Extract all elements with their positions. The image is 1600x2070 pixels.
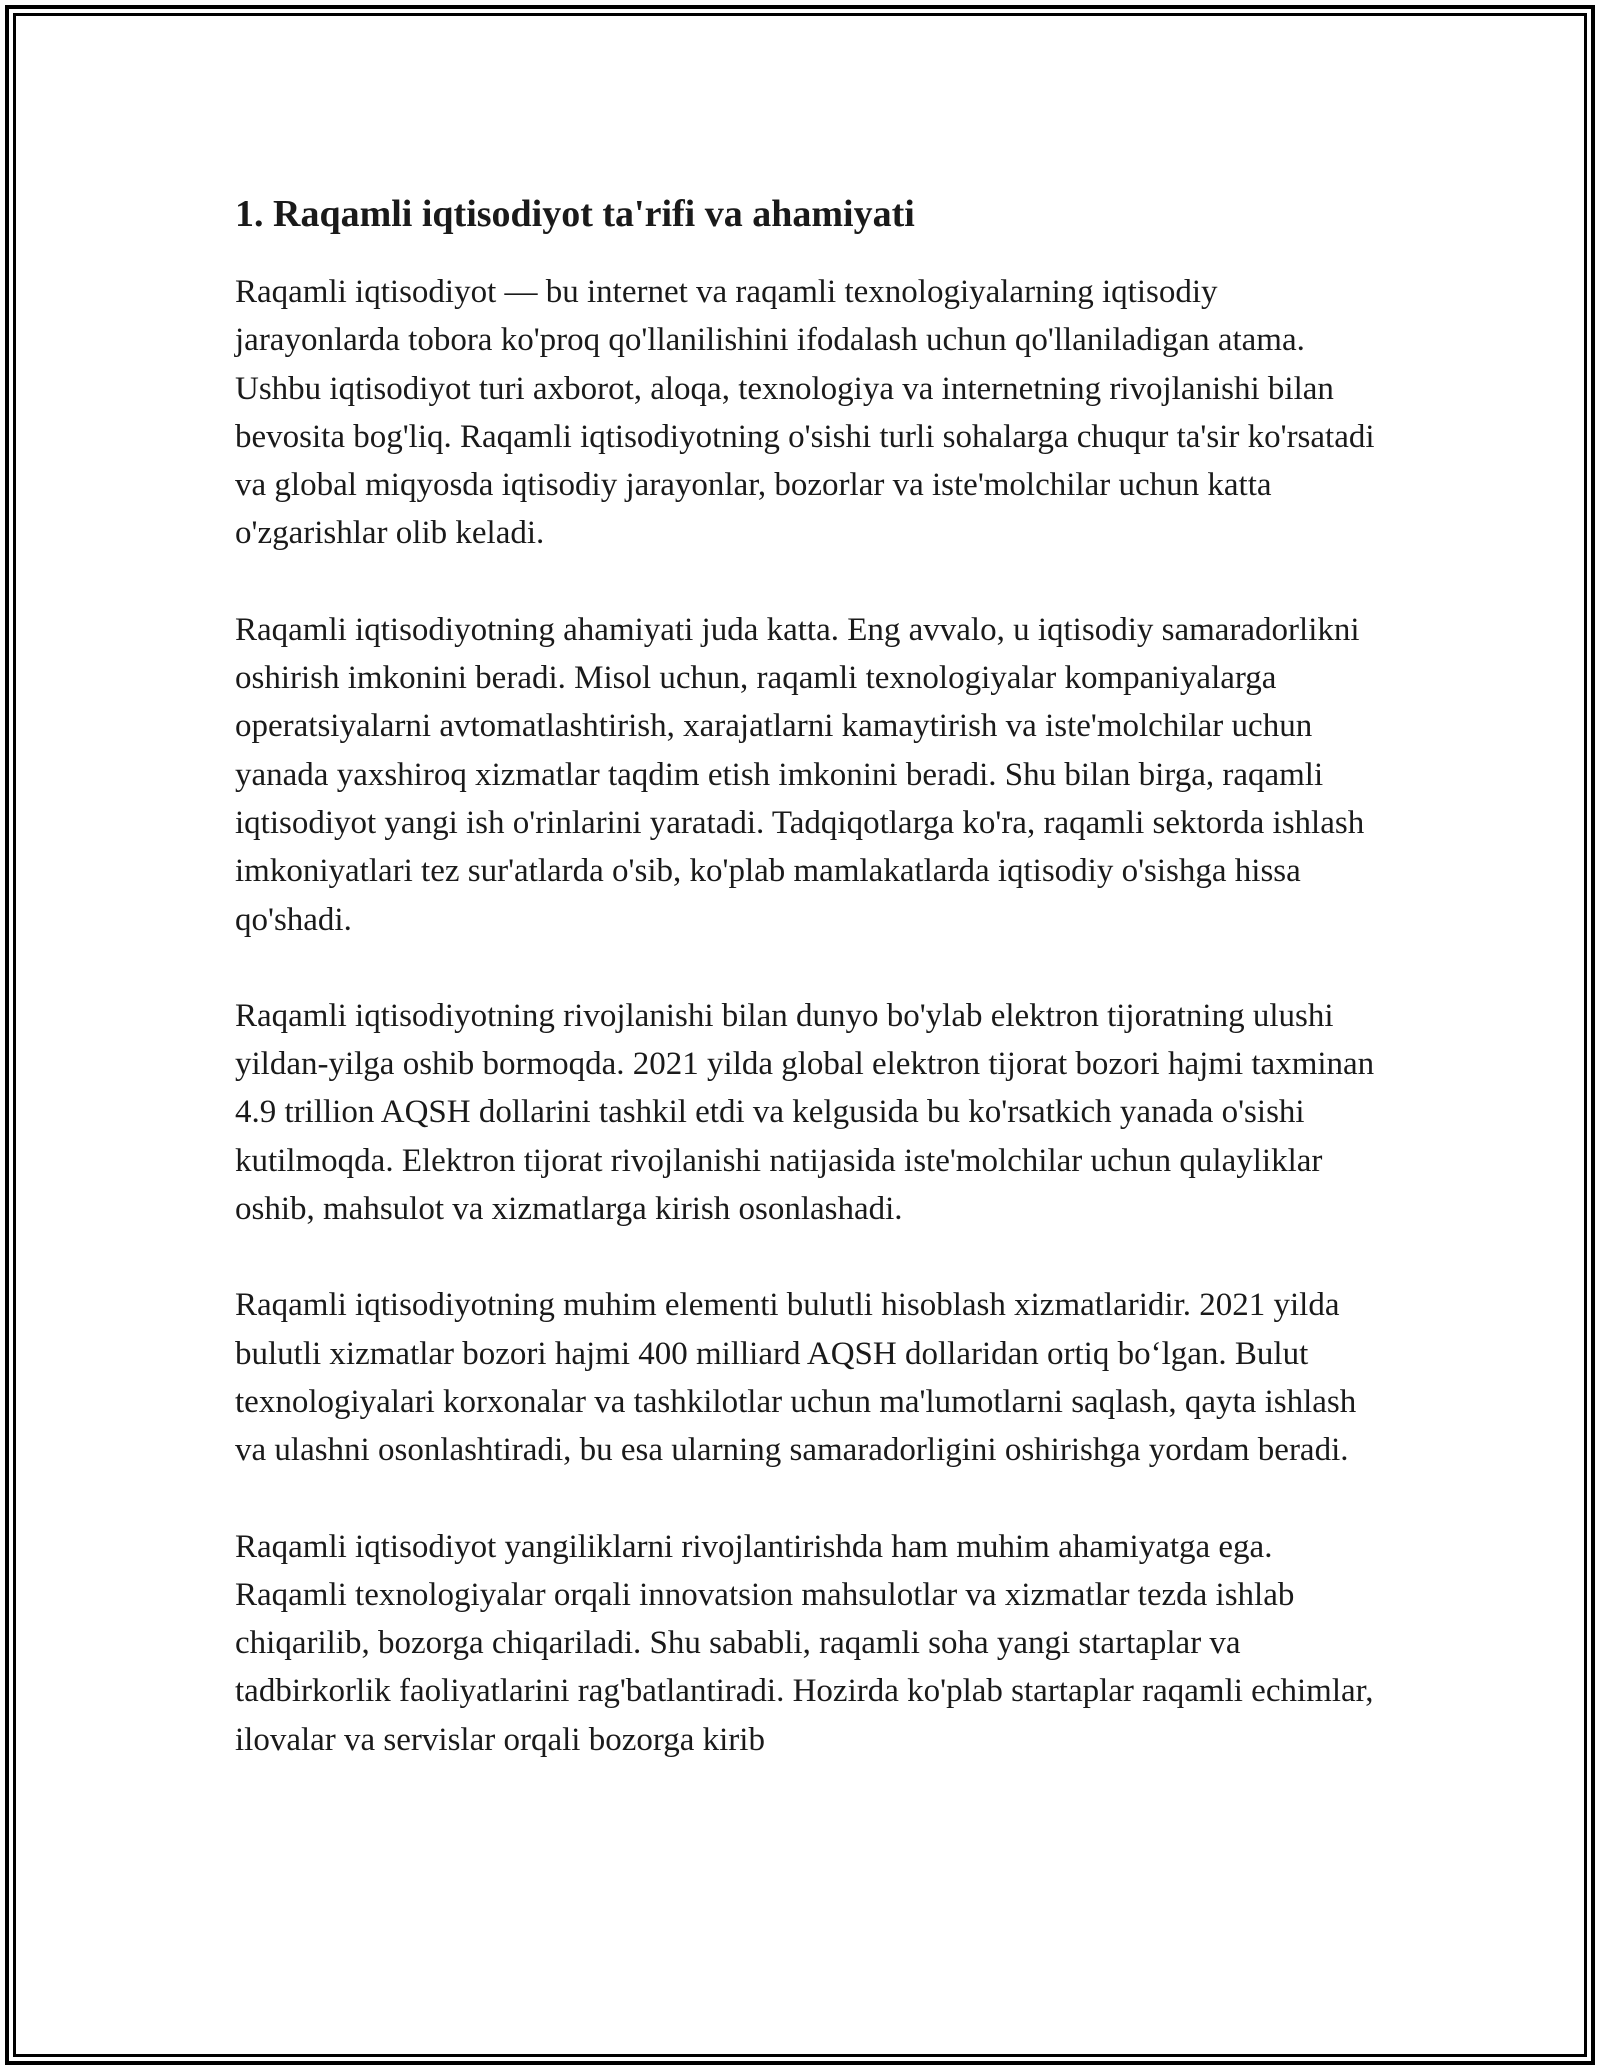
paragraph: Raqamli iqtisodiyotning ahamiyati juda katta. Eng avvalo, u iqtisodiy samaradorlikni oshirish imkonini beradi. Misol uchun, raqamli texnologiyalar kompaniyalarga operatsiyalarni avtomatlashtirish, xarajatlarni kamaytirish va iste'molchilar uchun yanada yaxshiroq xizmatlar taqdim etish imkonini beradi. Shu bilan birga, raqamli iqtisodiyot yangi ish o'rinlarini yaratadi. Tadqiqotlarga ko'ra, raqamli sektorda ishlash imkoniyatlari tez sur'atlarda o'sib, ko'plab mamlakatlarda iqtisodiy o'sishga hissa qo'shadi. <box>235 611 1365 938</box>
paragraph: Raqamli iqtisodiyot — bu internet va raqamli texnologiyalarning iqtisodiy jarayonlarda tobora ko'proq qo'llanilishini ifodalash uchun qo'llaniladigan atama. Ushbu iqtisodiyot turi axborot, aloqa, texnologiya va internetning rivojlanishi bilan bevosita bog'liq. Raqamli iqtisodiyotning o'sishi turli sohalarga chuqur ta'sir ko'rsatadi va global miqyosda iqtisodiy jarayonlar, bozorlar va iste'molchilar uchun katta o'zgarishlar olib keladi. <box>235 274 1375 552</box>
document-body <box>235 188 1385 1812</box>
section-heading: 1. Raqamli iqtisodiyot ta'rifi va ahamiyati <box>235 193 915 235</box>
paragraph: Raqamli iqtisodiyot yangiliklarni rivojlantirishda ham muhim ahamiyatga ega. Raqamli texnologiyalar orqali innovatsion mahsulotlar va xizmatlar tezda ishlab chiqarilib, bozorga chiqariladi. Shu sababli, raqamli soha yangi startaplar va tadbirkorlik faoliyatlarini rag'batlantiradi. Hozirda ko'plab startaplar raqamli echimlar, ilovalar va servislar orqali bozorga kirib <box>235 1528 1374 1758</box>
paragraph: Raqamli iqtisodiyotning rivojlanishi bilan dunyo bo'ylab elektron tijoratning ulushi yildan-yilga oshib bormoqda. 2021 yilda global elektron tijorat bozori hajmi taxminan 4.9 trillion AQSH dollarini tashkil etdi va kelgusida bu ko'rsatkich yanada o'sishi kutilmoqda. Elektron tijorat rivojlanishi natijasida iste'molchilar uchun qulayliklar oshib, mahsulot va xizmatlarga kirish osonlashadi. <box>235 997 1375 1228</box>
paragraph: Raqamli iqtisodiyotning muhim elementi bulutli hisoblash xizmatlaridir. 2021 yilda bulutli xizmatlar bozori hajmi 400 milliard AQSH dollaridan ortiq bo‘lgan. Bulut texnologiyalari korxonalar va tashkilotlar uchun ma'lumotlarni saqlash, qayta ishlash va ulashni osonlashtiradi, bu esa ularning samaradorligini oshirishga yordam beradi. <box>235 1287 1357 1469</box>
